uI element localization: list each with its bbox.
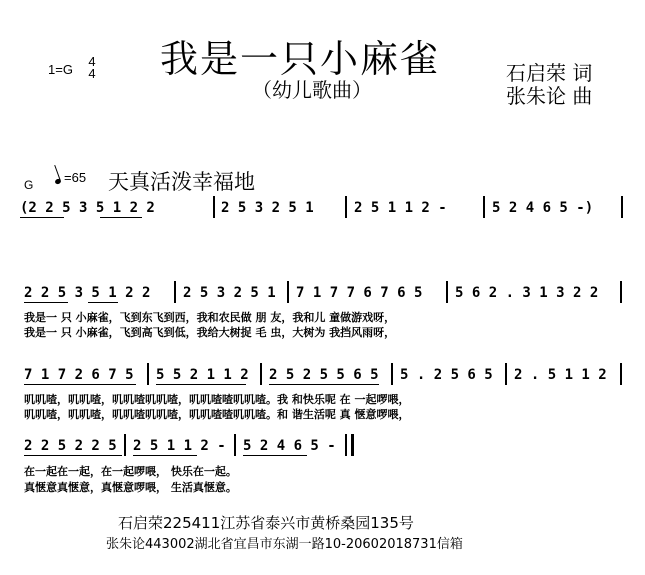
- barline: [174, 281, 176, 303]
- line3-measure-1: 2 2 5 2 2 5: [24, 438, 117, 454]
- barline: [446, 281, 448, 303]
- barline: [621, 196, 623, 218]
- barline: [260, 363, 262, 385]
- time-signature: [86, 56, 98, 80]
- barline: [505, 363, 507, 385]
- line3-lyric-verse1: 在一起在一起，在一起啰喂， 快乐在一起。: [24, 465, 237, 478]
- line1-measure-4: 5 6 2 . 3 1 3 2 2: [455, 285, 599, 301]
- final-barline-thick: [351, 434, 354, 456]
- song-title: 我是一只小麻雀: [160, 37, 441, 81]
- key-signature: 1=G: [48, 62, 73, 77]
- lyricist-address: 石启荣225411江苏省泰兴市黄桥桑园135号: [118, 514, 414, 532]
- composer-credit: 张朱论 曲: [506, 84, 593, 108]
- barline: [147, 363, 149, 385]
- barline: [234, 434, 236, 456]
- mood-marking: 天真活泼幸福地: [108, 170, 255, 194]
- beam-line: [88, 302, 118, 303]
- composer-address: 张朱论443002湖北省宜昌市东湖一路10-20602018731信箱: [106, 537, 463, 552]
- line1-lyric-verse2: 我是一 只 小麻雀，飞到高飞到低，我给大树捉 毛 虫，大树为 我挡风雨呀，: [24, 326, 396, 339]
- barline: [391, 363, 393, 385]
- intro-measure-4: 5 2 4 6 5 -): [492, 200, 594, 216]
- line3-measure-3: 5 2 4 6 5 -: [243, 438, 336, 454]
- beam-line: [269, 384, 379, 385]
- beam-line: [24, 302, 68, 303]
- barline: [620, 281, 622, 303]
- line2-measure-3: 2 5 2 5 5 6 5: [269, 367, 379, 383]
- time-signature-bottom: 4: [88, 66, 96, 81]
- beam-line: [156, 384, 246, 385]
- line2-measure-1: 7 1 7 2 6 7 5: [24, 367, 134, 383]
- line2-measure-4: 5 . 2 5 6 5: [400, 367, 493, 383]
- line2-measure-2: 5 5 2 1 1 2: [156, 367, 249, 383]
- time-signature-top: 4: [88, 54, 96, 69]
- intro-measure-3: 2 5 1 1 2 -: [354, 200, 447, 216]
- final-barline-thin: [345, 434, 347, 456]
- beam-line: [20, 217, 64, 218]
- beam-line: [133, 455, 197, 456]
- line1-measure-2: 2 5 3 2 5 1: [183, 285, 276, 301]
- barline: [620, 363, 622, 385]
- beam-line: [100, 217, 142, 218]
- line1-lyric-verse1: 我是一 只 小麻雀，飞到东飞到西，我和农民做 朋 友，我和儿 童做游戏呀，: [24, 311, 396, 324]
- line2-lyric-verse1: 叽叽喳，叽叽喳，叽叽喳叽叽喳，叽叽喳喳叽叽喳。我 和快乐呢 在 一起啰喂，: [24, 393, 410, 406]
- barline: [483, 196, 485, 218]
- line2-measure-5: 2 . 5 1 1 2: [514, 367, 607, 383]
- line1-measure-1: 2 2 5 3 5 1 2 2: [24, 285, 151, 301]
- barline: [124, 434, 126, 456]
- line2-lyric-verse2: 叽叽喳，叽叽喳，叽叽喳叽叽喳，叽叽喳喳叽叽喳。和 谐生活呢 真 惬意啰喂，: [24, 408, 410, 421]
- lyricist-credit: 石启荣 词: [506, 61, 593, 85]
- barline: [213, 196, 215, 218]
- barline: [287, 281, 289, 303]
- barline: [345, 196, 347, 218]
- line3-measure-2: 2 5 1 1 2 -: [133, 438, 226, 454]
- tempo-marking: [55, 170, 86, 185]
- beam-line: [243, 455, 307, 456]
- quarter-note-icon: [54, 178, 61, 185]
- tempo-value: =65: [64, 170, 87, 185]
- intro-measure-1: (2 2 5 3 5 1 2 2: [20, 200, 155, 216]
- beam-line: [24, 384, 136, 385]
- beam-line: [24, 455, 122, 456]
- intro-measure-2: 2 5 3 2 5 1: [221, 200, 314, 216]
- song-subtitle: （幼儿歌曲）: [252, 78, 372, 102]
- chord-label: G: [24, 178, 34, 192]
- line1-measure-3: 7 1 7 7 6 7 6 5: [296, 285, 423, 301]
- line3-lyric-verse2: 真惬意真惬意，真惬意啰喂， 生活真惬意。: [24, 481, 237, 494]
